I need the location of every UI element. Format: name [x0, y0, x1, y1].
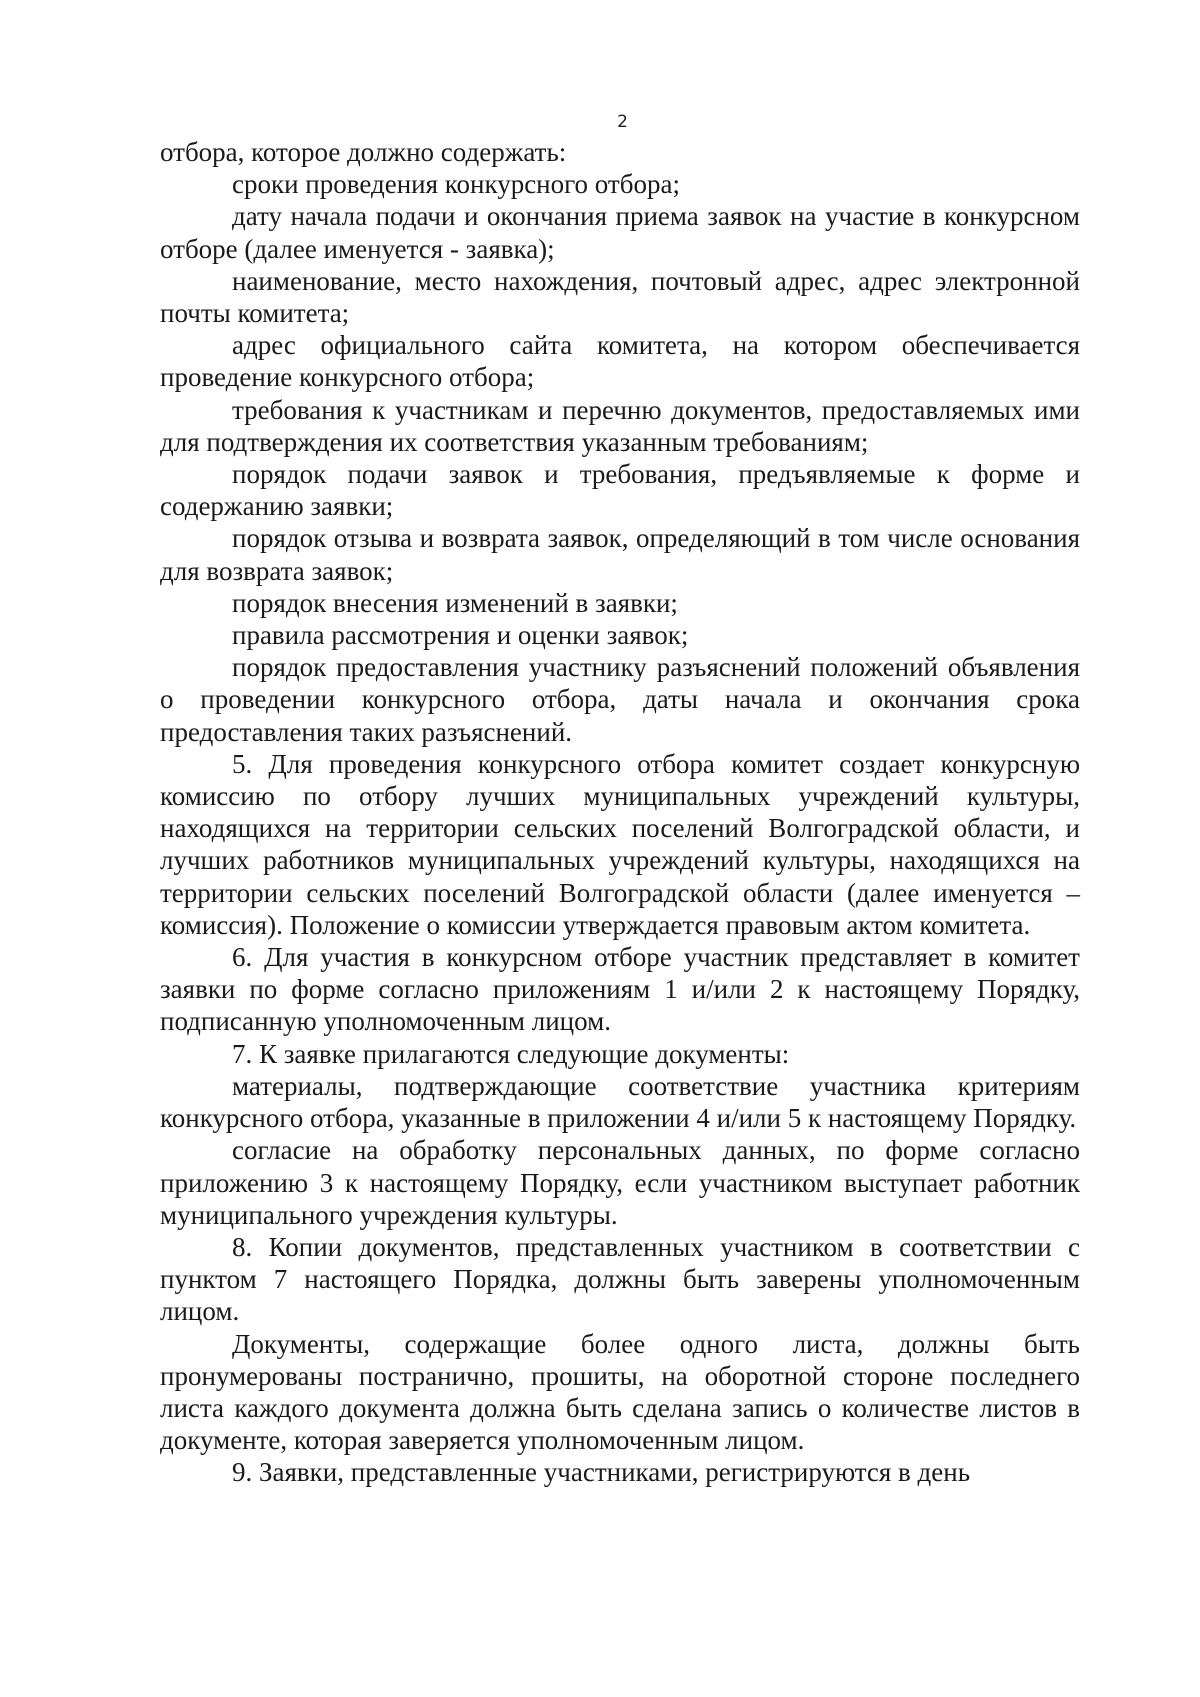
list-item-requirements: требования к участникам и перечню документов, предоставляемых ими для подтверждения их соответствия указанным требованиям;: [160, 394, 1080, 457]
list-item-withdrawal-order: порядок отзыва и возврата заявок, определяющий в том числе основания для возврата заявок;: [160, 523, 1080, 586]
list-item-submission-order: порядок подачи заявок и требования, предъявляемые к форме и содержанию заявки;: [160, 459, 1080, 522]
list-item-name-address: наименование, место нахождения, почтовый адрес, адрес электронной почты комитета;: [160, 265, 1080, 329]
paragraph-7-consent: согласие на обработку персональных данных, по форме согласно приложению 3 к настоящему Порядку, если участником выступает работник муниципального учреждения культуры.: [160, 1135, 1080, 1230]
list-item-terms: сроки проведения конкурсного отбора;: [232, 169, 680, 200]
paragraph-7: 7. К заявке прилагаются следующие документы:: [232, 1038, 790, 1069]
paragraph-8-documents: Документы, содержащие более одного листа, должны быть пронумерованы постранично, прошиты, на оборотной стороне последнего листа каждого документа должна быть сделана запись о количестве листов в документе, которая заверяется уполномоченным лицом.: [160, 1328, 1080, 1456]
paragraph-9: 9. Заявки, представленные участниками, регистрируются в день: [232, 1457, 971, 1488]
paragraph-continuation: отбора, которое должно содержать:: [160, 137, 567, 167]
document-body: [160, 136, 1080, 1489]
paragraph-5: 5. Для проведения конкурсного отбора комитет создает конкурсную комиссию по отбору лучших муниципальных учреждений культуры, находящихся на территории сельских поселений Волгоградской области, и лучших работников муниципальных учреждений культуры, находящихся на территории сельских поселений Волгоградской области (далее именуется – комиссия). Положение о комиссии утверждается правовым актом комитета.: [160, 748, 1080, 940]
paragraph-7-materials: материалы, подтверждающие соответствие участника критериям конкурсного отбора, указанные в приложении 4 и/или 5 к настоящему Порядку.: [160, 1070, 1080, 1134]
page-number: 2: [617, 112, 628, 132]
list-item-changes-order: порядок внесения изменений в заявки;: [232, 587, 678, 618]
list-item-dates: дату начала подачи и окончания приема заявок на участие в конкурсном отборе (далее именуется - заявка);: [160, 201, 1080, 264]
paragraph-6: 6. Для участия в конкурсном отборе участник представляет в комитет заявки по форме согласно приложениям 1 и/или 2 к настоящему Порядку, подписанную уполномоченным лицом.: [160, 942, 1080, 1037]
paragraph-8: 8. Копии документов, представленных участником в соответствии с пунктом 7 настоящего Порядка, должны быть заверены уполномоченным лицом.: [160, 1231, 1080, 1327]
list-item-website: адрес официального сайта комитета, на котором обеспечивается проведение конкурсного отбора;: [160, 330, 1080, 393]
list-item-review-rules: правила рассмотрения и оценки заявок;: [232, 620, 689, 651]
list-item-clarifications: порядок предоставления участнику разъяснений положений объявления о проведении конкурсного отбора, даты начала и окончания срока предоставления таких разъяснений.: [160, 652, 1080, 747]
